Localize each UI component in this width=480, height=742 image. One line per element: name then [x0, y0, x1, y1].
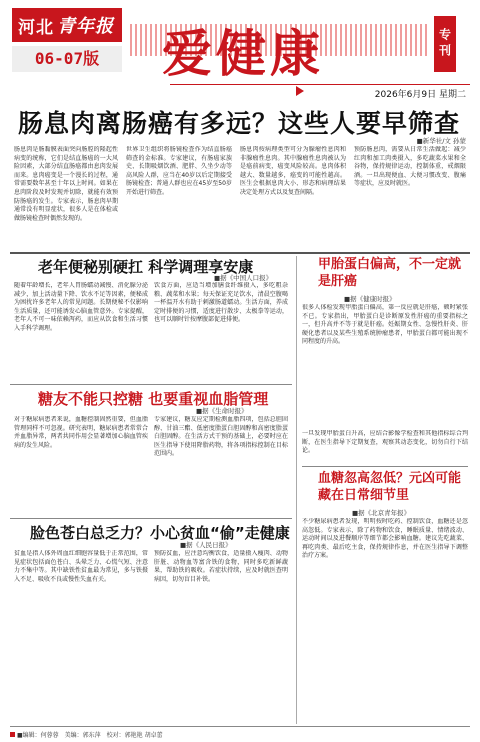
issue-date: 2026年6月9日 星期二 — [374, 90, 466, 100]
article3-byline: ■据《健康时报》 — [344, 295, 396, 303]
footer-credits — [10, 730, 163, 739]
article2-col1: 随着年龄增长，老年人胃肠蠕动减慢、消化腺分泌减少，加上活动量下降、饮水不足等因素，便秘成为困扰许多老年人的常见问题。长期便秘不仅影响生活质量，还可能诱发心脑血管意外。专家提醒，老年人不可一味依赖泻药，而应从饮食和生活习惯入手科学调理。 — [14, 282, 148, 332]
date-rule — [170, 84, 470, 85]
footer-text: ■编辑：何蓉蓉 美编：郭东萍 校对：郭艳艳 胡卓蕾 — [17, 732, 163, 739]
article1-byline: ■新华社/文 孙蒙 — [416, 137, 466, 145]
divider-mid — [10, 384, 292, 385]
column-divider — [296, 256, 297, 724]
section-title: 爱健康 — [162, 24, 324, 83]
edition-label: 06-07版 — [12, 46, 122, 72]
article1-col2: 世界卫生组织将肠镜检查作为结直肠癌筛查的金标准。专家建议，有肠癌家族史、长期吸烟饮酒、肥胖、久坐少动等高风险人群，应当在40岁以后定期接受肠镜检查；普通人群也应在45岁至50岁开始进行筛查。 — [126, 146, 232, 196]
article4-col1: 不少糖尿病患者发现，明明按时吃药、控制饮食，血糖还是忽高忽低。专家表示，除了药物和饮食，睡眠质量、情绪波动、运动时间以及进餐顺序等细节都会影响血糖。建议先吃蔬菜、再吃肉类、最后吃主食，保持规律作息，并在医生指导下调整治疗方案。 — [302, 518, 468, 560]
article2-headline: 老年便秘别硬扛 科学调理享安康 — [38, 258, 254, 276]
footer-rule — [10, 726, 470, 727]
divider-right — [302, 466, 468, 467]
article3-headline: 甲胎蛋白偏高，不一定就是肝癌 — [318, 257, 462, 289]
article5-headline: 糖友不能只控糖 也要重视血脂管理 — [38, 390, 269, 408]
article1-col3: 肠息肉按病理类型可分为腺瘤性息肉和非腺瘤性息肉。其中腺瘤性息肉被认为是癌前病变，癌变风险较高。息肉体积越大、数量越多，癌变的可能性越高。医生会根据息肉大小、形态和病理结果决定处理方式以及复查间隔。 — [240, 146, 346, 196]
article5-col1: 对于糖尿病患者来说，血糖控制固然重要，但血脂管理同样不可忽视。研究表明，糖尿病患者常常合并血脂异常，两者共同作用会显著增加心脑血管疾病的发生风险。 — [14, 416, 148, 449]
square-icon — [10, 732, 15, 737]
newspaper-logo — [12, 8, 122, 80]
article2-col2: 饮食方面，应适当增加膳食纤维摄入，多吃粗杂粮、蔬菜和水果；每天保证充足饮水，清晨空腹喝一杯温开水有助于刺激肠道蠕动。生活方面，养成定时排便的习惯，适度进行散步、太极拳等运动，也可以顺时针按摩腹部促进排便。 — [154, 282, 288, 324]
article6-byline: ■据《人民日报》 — [180, 541, 232, 549]
logo-text-b: 青年报 — [57, 16, 114, 37]
article6-headline: 脸色苍白总乏力？小心贫血“偷”走健康 — [30, 524, 290, 542]
divider-top — [10, 252, 470, 254]
article1-col4: 预防肠息肉，需要从日常生活做起：减少红肉和加工肉类摄入，多吃蔬菜水果和全谷物，保持规律运动，控制体重，戒烟限酒。一旦出现便血、大便习惯改变、腹痛等症状，应及时就医。 — [354, 146, 466, 188]
article3-col2: 一旦发现甲胎蛋白升高，应结合影像学检查和其他指标综合判断，在医生指导下定期复查，观察其动态变化，切勿自行下结论。 — [302, 430, 468, 455]
article6-col1: 贫血是指人体外周血红细胞容量低于正常范围，常见症状包括面色苍白、头晕乏力、心慌气短、注意力不集中等。其中缺铁性贫血最为常见，多与铁摄入不足、吸收不良或慢性失血有关。 — [14, 550, 148, 583]
article2-byline: ■据《中国人口报》 — [214, 274, 273, 282]
article4-byline: ■据《北京青年报》 — [352, 509, 411, 517]
article3-col1: 很多人体检发现甲胎蛋白偏高，第一反应就是肝癌，顿时紧张不已。专家指出，甲胎蛋白是诊断原发性肝癌的重要指标之一，但升高并不等于就是肝癌。妊娠期女性、急慢性肝炎、肝硬化患者以及某些生殖系统肿瘤患者，甲胎蛋白都可能出现不同程度的升高。 — [302, 304, 468, 346]
logo-text-a: 河北 — [18, 17, 54, 38]
article6-col2: 预防贫血，应注意均衡饮食，适量摄入瘦肉、动物肝脏、动物血等富含铁的食物，同时多吃新鲜蔬果，帮助铁的吸收。若症状持续，应及时就医查明病因，切勿盲目补铁。 — [154, 550, 288, 583]
article5-byline: ■据《生命时报》 — [196, 407, 248, 415]
divider-low — [10, 518, 292, 519]
special-tag: 专刊 — [434, 16, 456, 72]
arrow-icon — [296, 86, 304, 96]
article5-col2: 专家建议，糖友应定期检测血脂四项，包括总胆固醇、甘油三酯、低密度脂蛋白胆固醇和高密度脂蛋白胆固醇。在生活方式干预的基础上，必要时应在医生指导下使用降脂药物，将各项指标控制在目标范围内。 — [154, 416, 288, 458]
article1-headline: 肠息肉离肠癌有多远？这些人要早筛查 — [18, 109, 461, 138]
logo-banner — [12, 8, 122, 42]
article4-headline: 血糖忽高忽低？元凶可能藏在日常细节里 — [318, 471, 462, 503]
article1-col1: 肠息肉是肠黏膜表面突向肠腔的隆起性病变的统称，它们是结直肠癌的一大风险因素，大部分结直肠癌都由息肉发展而来。息肉癌变是一个漫长的过程，通常需要数年甚至十年以上时间。如果在息肉阶段及时发现并切除，就能有效预防肠癌的发生。专家表示，肠息肉早期通常没有明显症状，很多人是在体检或做肠镜检查时偶然发现的。 — [14, 146, 118, 222]
masthead — [0, 0, 480, 100]
